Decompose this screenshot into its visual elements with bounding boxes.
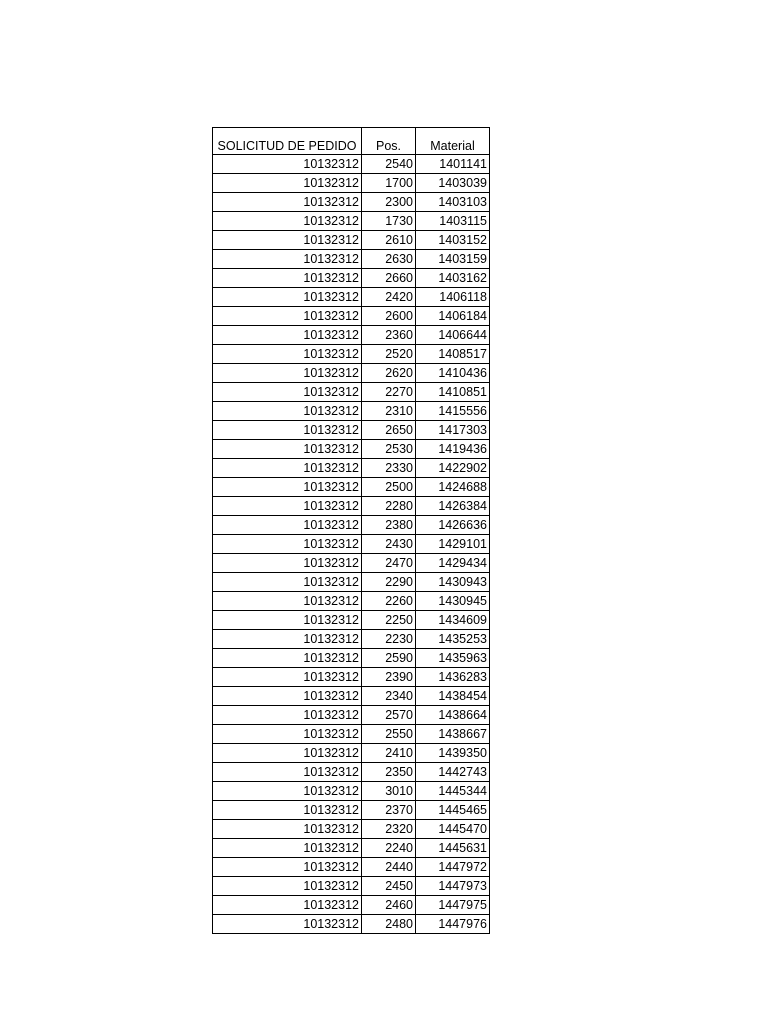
table-row [213, 706, 490, 725]
cell-pos: 2590 [362, 649, 416, 668]
cell-pos: 2450 [362, 877, 416, 896]
cell-solicitud: 10132312 [213, 269, 362, 288]
cell-pos: 2270 [362, 383, 416, 402]
cell-solicitud: 10132312 [213, 877, 362, 896]
cell-pos: 2240 [362, 839, 416, 858]
table-row [213, 497, 490, 516]
cell-material: 1419436 [416, 440, 490, 459]
cell-pos: 2340 [362, 687, 416, 706]
header-pos: Pos. [362, 128, 416, 155]
cell-material: 1406644 [416, 326, 490, 345]
cell-pos: 2480 [362, 915, 416, 934]
table-row [213, 155, 490, 174]
cell-pos: 2260 [362, 592, 416, 611]
cell-solicitud: 10132312 [213, 915, 362, 934]
cell-material: 1426384 [416, 497, 490, 516]
table-row [213, 288, 490, 307]
table-row [213, 649, 490, 668]
cell-pos: 2650 [362, 421, 416, 440]
table-row [213, 421, 490, 440]
cell-material: 1438667 [416, 725, 490, 744]
table-row [213, 896, 490, 915]
table-row [213, 535, 490, 554]
cell-material: 1442743 [416, 763, 490, 782]
cell-solicitud: 10132312 [213, 839, 362, 858]
cell-material: 1403159 [416, 250, 490, 269]
cell-solicitud: 10132312 [213, 307, 362, 326]
table-row [213, 744, 490, 763]
cell-pos: 2310 [362, 402, 416, 421]
cell-material: 1410851 [416, 383, 490, 402]
cell-material: 1435253 [416, 630, 490, 649]
cell-material: 1406184 [416, 307, 490, 326]
cell-pos: 2460 [362, 896, 416, 915]
cell-solicitud: 10132312 [213, 611, 362, 630]
cell-solicitud: 10132312 [213, 497, 362, 516]
table-row [213, 573, 490, 592]
cell-pos: 2290 [362, 573, 416, 592]
header-material: Material [416, 128, 490, 155]
cell-solicitud: 10132312 [213, 345, 362, 364]
table-row [213, 478, 490, 497]
cell-material: 1434609 [416, 611, 490, 630]
cell-solicitud: 10132312 [213, 155, 362, 174]
table-row [213, 611, 490, 630]
cell-solicitud: 10132312 [213, 193, 362, 212]
cell-pos: 2250 [362, 611, 416, 630]
cell-pos: 2330 [362, 459, 416, 478]
cell-solicitud: 10132312 [213, 782, 362, 801]
cell-solicitud: 10132312 [213, 649, 362, 668]
table-row [213, 839, 490, 858]
table-row [213, 231, 490, 250]
cell-material: 1438454 [416, 687, 490, 706]
cell-solicitud: 10132312 [213, 573, 362, 592]
table-row [213, 307, 490, 326]
cell-pos: 2440 [362, 858, 416, 877]
cell-solicitud: 10132312 [213, 858, 362, 877]
cell-solicitud: 10132312 [213, 440, 362, 459]
cell-material: 1438664 [416, 706, 490, 725]
cell-pos: 2430 [362, 535, 416, 554]
cell-material: 1410436 [416, 364, 490, 383]
cell-material: 1408517 [416, 345, 490, 364]
cell-solicitud: 10132312 [213, 554, 362, 573]
table-row [213, 459, 490, 478]
cell-material: 1424688 [416, 478, 490, 497]
cell-solicitud: 10132312 [213, 668, 362, 687]
cell-material: 1426636 [416, 516, 490, 535]
table-row [213, 364, 490, 383]
cell-pos: 2660 [362, 269, 416, 288]
table-row [213, 782, 490, 801]
cell-material: 1435963 [416, 649, 490, 668]
table-row [213, 687, 490, 706]
table-row [213, 801, 490, 820]
cell-solicitud: 10132312 [213, 421, 362, 440]
cell-material: 1403039 [416, 174, 490, 193]
cell-pos: 2350 [362, 763, 416, 782]
cell-pos: 2360 [362, 326, 416, 345]
table-row [213, 858, 490, 877]
cell-pos: 2390 [362, 668, 416, 687]
cell-solicitud: 10132312 [213, 212, 362, 231]
table-row [213, 516, 490, 535]
cell-pos: 2630 [362, 250, 416, 269]
cell-solicitud: 10132312 [213, 592, 362, 611]
table-row [213, 402, 490, 421]
cell-material: 1417303 [416, 421, 490, 440]
cell-pos: 2300 [362, 193, 416, 212]
cell-pos: 2500 [362, 478, 416, 497]
table-row [213, 250, 490, 269]
cell-material: 1429101 [416, 535, 490, 554]
cell-material: 1403162 [416, 269, 490, 288]
cell-solicitud: 10132312 [213, 630, 362, 649]
cell-solicitud: 10132312 [213, 383, 362, 402]
cell-material: 1403115 [416, 212, 490, 231]
table-row [213, 383, 490, 402]
cell-material: 1447972 [416, 858, 490, 877]
cell-pos: 2230 [362, 630, 416, 649]
cell-material: 1422902 [416, 459, 490, 478]
cell-material: 1447973 [416, 877, 490, 896]
cell-material: 1447975 [416, 896, 490, 915]
cell-pos: 1730 [362, 212, 416, 231]
table-row [213, 763, 490, 782]
table-row [213, 820, 490, 839]
table-row [213, 877, 490, 896]
cell-solicitud: 10132312 [213, 174, 362, 193]
table-row [213, 345, 490, 364]
cell-solicitud: 10132312 [213, 744, 362, 763]
table-row [213, 668, 490, 687]
cell-solicitud: 10132312 [213, 820, 362, 839]
cell-pos: 2520 [362, 345, 416, 364]
cell-pos: 2470 [362, 554, 416, 573]
table-body [213, 155, 490, 934]
table-row [213, 174, 490, 193]
cell-pos: 1700 [362, 174, 416, 193]
cell-pos: 2420 [362, 288, 416, 307]
cell-material: 1430943 [416, 573, 490, 592]
cell-solicitud: 10132312 [213, 516, 362, 535]
cell-solicitud: 10132312 [213, 459, 362, 478]
cell-material: 1445470 [416, 820, 490, 839]
cell-solicitud: 10132312 [213, 288, 362, 307]
table-row [213, 630, 490, 649]
cell-solicitud: 10132312 [213, 535, 362, 554]
cell-material: 1439350 [416, 744, 490, 763]
cell-pos: 2320 [362, 820, 416, 839]
cell-pos: 2380 [362, 516, 416, 535]
cell-material: 1445465 [416, 801, 490, 820]
cell-solicitud: 10132312 [213, 250, 362, 269]
cell-solicitud: 10132312 [213, 364, 362, 383]
cell-solicitud: 10132312 [213, 478, 362, 497]
table-row [213, 193, 490, 212]
cell-solicitud: 10132312 [213, 725, 362, 744]
table-row [213, 212, 490, 231]
spreadsheet-page [212, 127, 490, 934]
cell-pos: 2280 [362, 497, 416, 516]
cell-solicitud: 10132312 [213, 896, 362, 915]
cell-solicitud: 10132312 [213, 763, 362, 782]
cell-solicitud: 10132312 [213, 687, 362, 706]
cell-material: 1429434 [416, 554, 490, 573]
table-row [213, 269, 490, 288]
table-row [213, 554, 490, 573]
cell-material: 1403152 [416, 231, 490, 250]
cell-solicitud: 10132312 [213, 326, 362, 345]
table-row [213, 592, 490, 611]
header-row [213, 128, 490, 155]
cell-material: 1445344 [416, 782, 490, 801]
cell-material: 1403103 [416, 193, 490, 212]
purchase-requisition-table [212, 127, 490, 934]
cell-material: 1406118 [416, 288, 490, 307]
cell-solicitud: 10132312 [213, 706, 362, 725]
cell-solicitud: 10132312 [213, 402, 362, 421]
cell-pos: 2570 [362, 706, 416, 725]
cell-pos: 2540 [362, 155, 416, 174]
cell-pos: 2410 [362, 744, 416, 763]
cell-pos: 2610 [362, 231, 416, 250]
table-row [213, 326, 490, 345]
cell-pos: 2620 [362, 364, 416, 383]
table-row [213, 725, 490, 744]
cell-pos: 2530 [362, 440, 416, 459]
cell-material: 1430945 [416, 592, 490, 611]
cell-material: 1447976 [416, 915, 490, 934]
cell-material: 1401141 [416, 155, 490, 174]
cell-pos: 2550 [362, 725, 416, 744]
cell-material: 1415556 [416, 402, 490, 421]
cell-material: 1445631 [416, 839, 490, 858]
table-row [213, 915, 490, 934]
cell-solicitud: 10132312 [213, 231, 362, 250]
cell-pos: 2370 [362, 801, 416, 820]
cell-pos: 3010 [362, 782, 416, 801]
table-row [213, 440, 490, 459]
cell-material: 1436283 [416, 668, 490, 687]
cell-solicitud: 10132312 [213, 801, 362, 820]
header-solicitud-de-pedido: SOLICITUD DE PEDIDO [213, 128, 362, 155]
cell-pos: 2600 [362, 307, 416, 326]
